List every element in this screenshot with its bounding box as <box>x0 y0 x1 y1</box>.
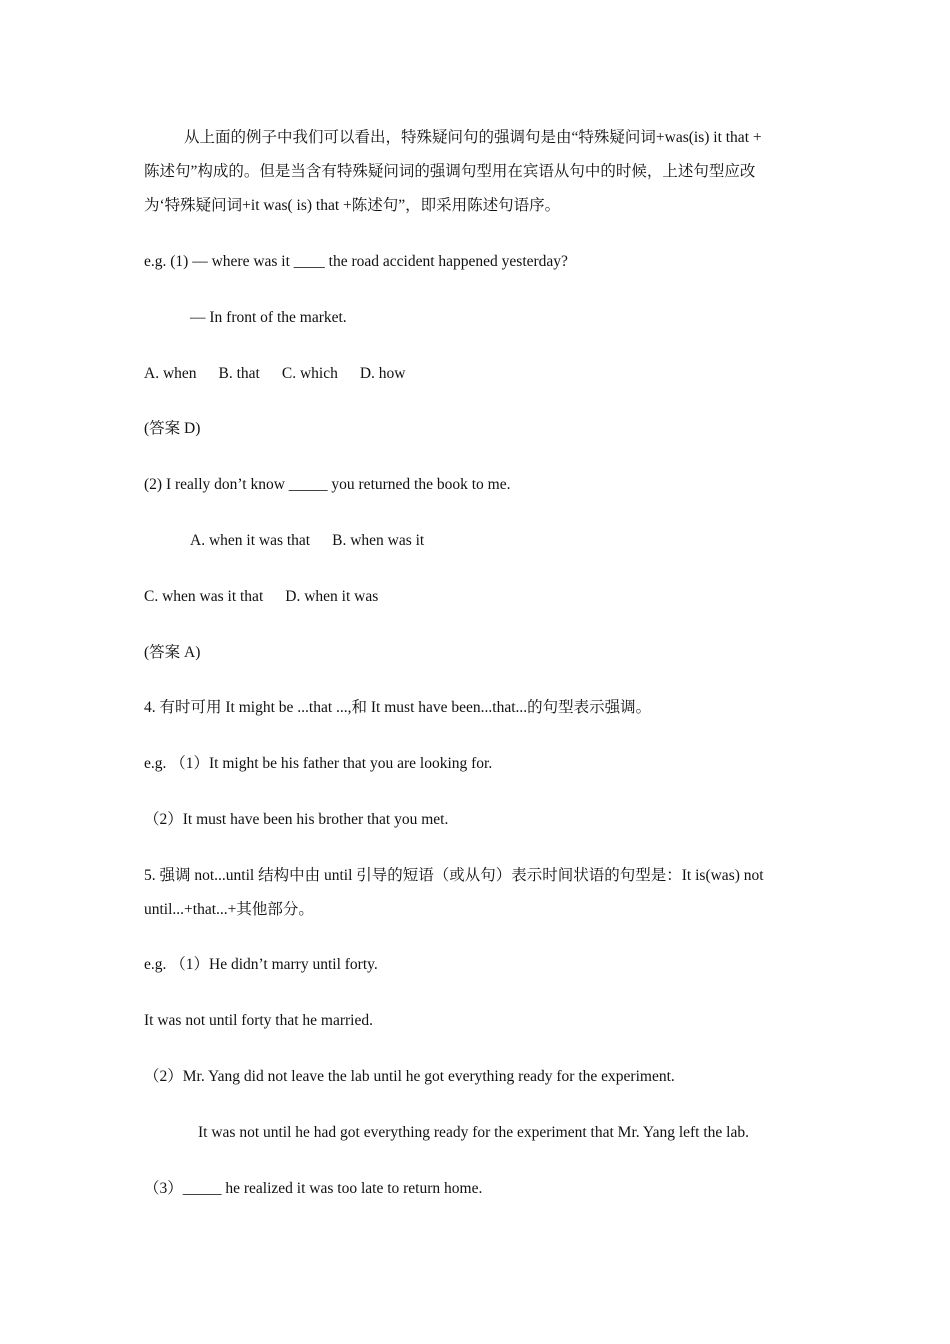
section5-heading-line1: 5. 强调 not...until 结构中由 until 引导的短语（或从句）表示时间状语的句型是：It is(was) not <box>144 867 764 884</box>
intro-line-3: 为‘特殊疑问词+it was( is) that +陈述句”，即采用陈述句语序。 <box>144 197 561 214</box>
section5-ex1: e.g. （1）He didn’t marry until forty. <box>144 956 378 973</box>
ex1-answer: (答案 D) <box>144 420 201 437</box>
section5-ex1-answer: It was not until forty that he married. <box>144 1012 373 1029</box>
ex2-question: (2) I really don’t know _____ you returned the book to me. <box>144 476 511 493</box>
intro-line-2: 陈述句”构成的。但是当含有特殊疑问词的强调句型用在宾语从句中的时候，上述句型应改 <box>144 163 756 180</box>
ex2-option-c: C. when was it that <box>144 588 264 605</box>
ex1-option-d: D. how <box>359 365 406 382</box>
section4-heading: 4. 有时可用 It might be ...that ...,和 It must have been...that...的句型表示强调。 <box>144 699 652 716</box>
ex2-option-a: A. when it was that <box>190 532 311 549</box>
section4-ex1: e.g. （1）It might be his father that you are looking for. <box>144 755 493 772</box>
ex1-option-a: A. when <box>144 365 197 382</box>
ex1-reply: — In front of the market. <box>190 309 347 326</box>
ex1-option-b: B. that <box>218 365 260 382</box>
ex2-options-row2 <box>144 580 400 614</box>
section5-ex3: （3）_____ he realized it was too late to return home. <box>144 1180 483 1197</box>
section5-ex2: （2）Mr. Yang did not leave the lab until he got everything ready for the experiment. <box>144 1068 675 1085</box>
ex2-option-b: B. when was it <box>332 532 425 549</box>
ex2-option-d: D. when it was <box>285 588 379 605</box>
section4-ex2: （2）It must have been his brother that you met. <box>144 811 449 828</box>
ex2-answer: (答案 A) <box>144 644 201 661</box>
section5-heading-line2: until...+that...+其他部分。 <box>144 901 314 918</box>
ex1-question: e.g. (1) — where was it ____ the road accident happened yesterday? <box>144 253 568 270</box>
ex1-option-c: C. which <box>281 365 338 382</box>
ex1-options <box>144 357 427 391</box>
intro-line-1: 从上面的例子中我们可以看出，特殊疑问句的强调句是由“特殊疑问词+was(is) it that + <box>184 129 762 146</box>
section5-ex2-answer: It was not until he had got everything ready for the experiment that Mr. Yang left the lab. <box>198 1124 749 1141</box>
ex2-options-row1 <box>190 524 446 558</box>
